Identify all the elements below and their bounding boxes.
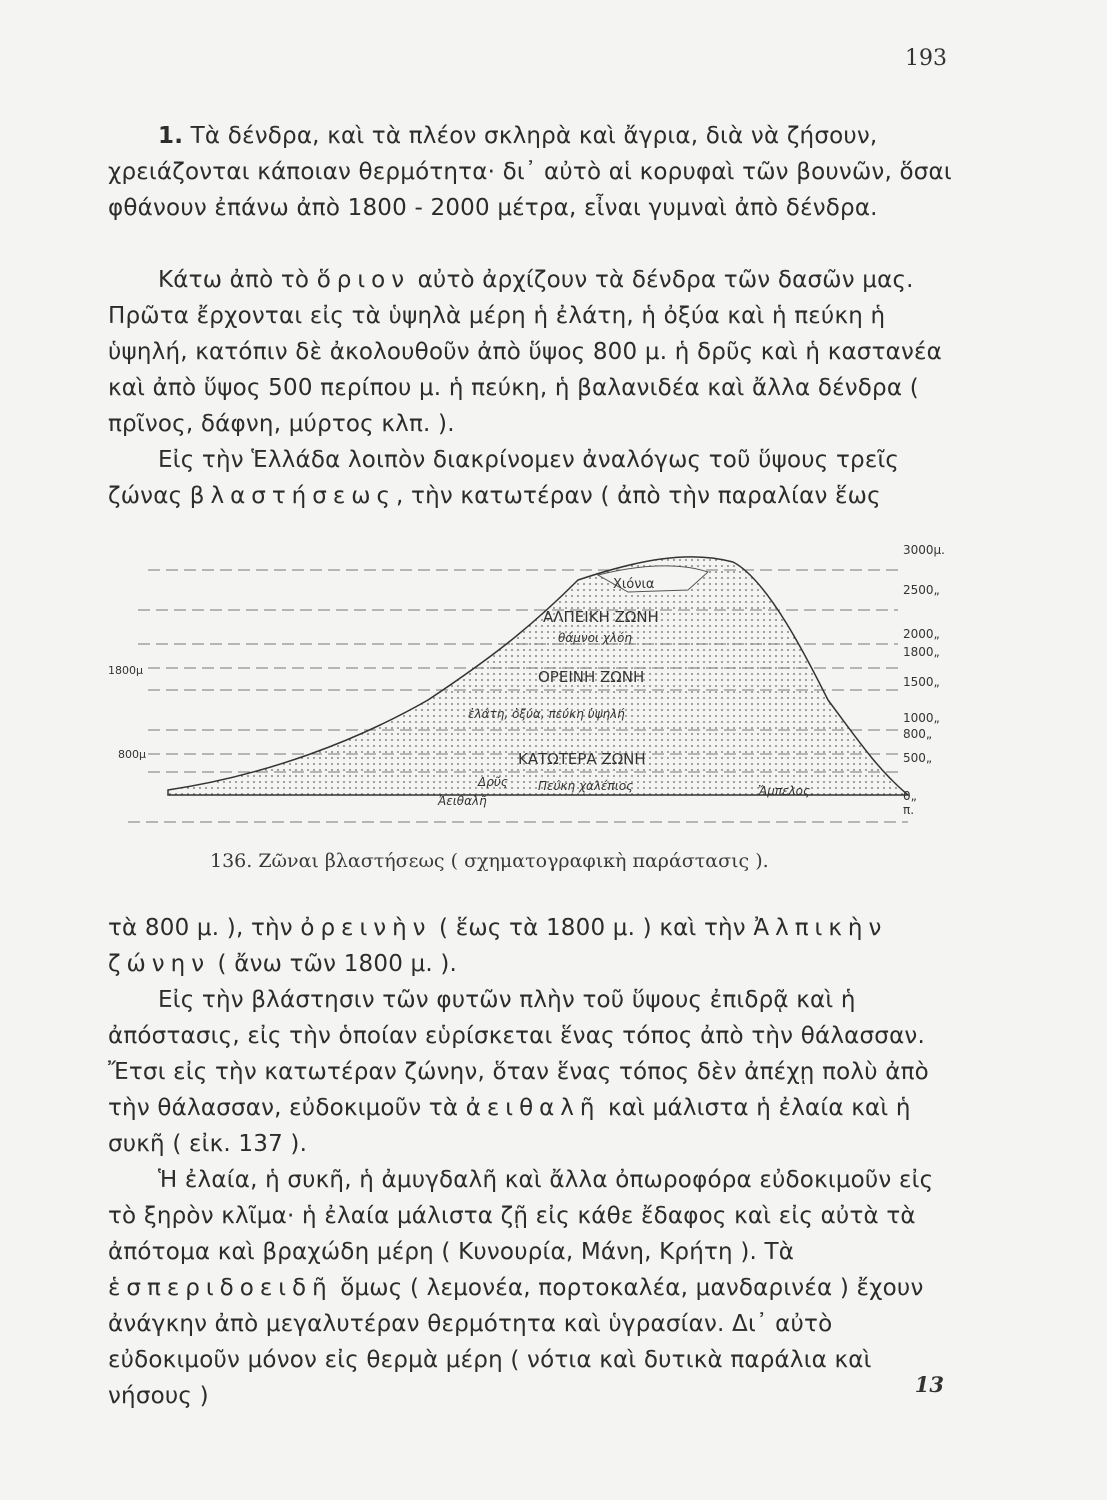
paragraph-1 — [108, 118, 958, 226]
figure-svg — [108, 540, 968, 840]
paragraph-2 — [108, 262, 958, 442]
level-label: 3000μ. — [903, 543, 945, 557]
right-level-labels — [903, 543, 945, 817]
emphasis-spaced: ἀειθαλῆ — [465, 1095, 601, 1121]
mountain-plants-label: ἐλάτη, ὀξύα, πεύκη ὑψηλή — [468, 707, 625, 721]
lower-plants-label: Δρῦς — [478, 775, 508, 789]
text-run: Εἰς τὴν βλάστησιν τῶν φυτῶν πλὴν τοῦ ὕψους ἐπιδρᾷ καὶ ἡ ἀπόστασις, εἰς τὴν ὁποίαν εὑρίσκεται ἕνας τόπος ἀπὸ τὴν θάλασσαν. Ἔτσι εἰς τὴν κατωτέραν ζώνην, ὅταν ἕνας τόπος δὲν ἀπέχῃ πολὺ ἀπὸ τὴν θάλασσαν, εὐδοκιμοῦν τὰ — [108, 987, 929, 1121]
lower-plants-label: Ἀειθαλῆ — [438, 794, 487, 808]
level-label: 800μ — [118, 748, 146, 761]
paragraph-6 — [108, 1162, 958, 1414]
level-label: 2500„ — [903, 583, 940, 597]
page-number: 193 — [905, 46, 947, 71]
level-label: 800„ — [903, 727, 933, 741]
text-run: Ἡ ἐλαία, ἡ συκῆ, ἡ ἀμυγδαλῆ καὶ ἄλλα ὀπωροφόρα εὐδοκιμοῦν εἰς τὸ ξηρὸν κλῖμα· ἡ ἐλαία μάλιστα ζῇ εἰς κάθε ἔδαφος καὶ εἰς αὐτὰ τὰ ἀπότομα καὶ βραχώδη μέρη ( Κυνουρία, Μάνη, Κρήτη ). Τὰ — [108, 1167, 934, 1265]
alpine-zone-label: ΑΛΠΕΙΚΗ ΖΩΝΗ — [543, 608, 659, 626]
paragraph-5 — [108, 982, 958, 1162]
level-label: 1800μ — [108, 664, 143, 677]
emphasis-spaced: Ἀλπικὴν ζώνην — [108, 915, 888, 977]
level-label: 1000„ — [903, 711, 940, 725]
emphasis-spaced: ὀρεινὴν — [300, 915, 432, 941]
emphasis-spaced: ὅριον — [316, 267, 411, 293]
figure-caption: 136. Ζῶναι βλαστήσεως ( σχηματογραφικὴ παράστασις ). — [210, 850, 769, 872]
text-run: ὅμως ( λεμονέα, πορτοκαλέα, μανδαρινέα ) ἔχουν ἀνάγκην ἀπὸ μεγαλυτέραν θερμότητα καὶ ὑγρασίαν. Δι᾽ αὐτὸ εὐδοκιμοῦν μόνον εἰς θερμὰ μέρη ( νότια καὶ δυτικὰ παράλια καὶ νήσους ) — [108, 1275, 924, 1409]
paragraph-number: 1. — [158, 123, 184, 149]
level-label: 2000„ — [903, 627, 940, 641]
text-run: τὰ 800 μ. ), τὴν — [108, 915, 301, 941]
paragraph-text: Τὰ δένδρα, καὶ τὰ πλέον σκληρὰ καὶ ἄγρια, διὰ νὰ ζήσουν, χρειάζονται κάποιαν θερμότητα· δι᾽ αὐτὸ αἱ κορυφαὶ τῶν βουνῶν, ὅσαι φθάνουν ἐπάνω ἀπὸ 1800 - 2000 μέτρα, εἶναι γυμναὶ ἀπὸ δένδρα. — [108, 123, 952, 221]
emphasis-spaced: ἑσπεριδοειδῆ — [108, 1275, 333, 1301]
level-label: π. — [903, 803, 915, 817]
lower-plants-label: Ἄμπελος. — [758, 784, 814, 798]
paragraph-3 — [108, 442, 958, 514]
text-run: αὐτὸ ἀρχίζουν τὰ δένδρα τῶν δασῶν μας. Πρῶτα ἔρχονται εἰς τὰ ὑψηλὰ μέρη ἡ ἐλάτη, ἡ ὀξύα καὶ ἡ πεύκη ἡ ὑψηλή, κατόπιν δὲ ἀκολουθοῦν ἀπὸ ὕψος 800 μ. ἡ δρῦς καὶ ἡ καστανέα καὶ ἀπὸ ὕψος 500 περίπου μ. ἡ πεύκη, ἡ βαλανιδέα καὶ ἄλλα δένδρα ( πρῖνος, δάφνη, μύρτος κλπ. ). — [108, 267, 943, 437]
lower-zone-label: ΚΑΤΩΤΕΡΑ ΖΩΝΗ — [518, 750, 646, 768]
left-level-labels — [108, 664, 146, 761]
text-run: ( ἕως τὰ 1800 μ. ) καὶ τὴν — [431, 915, 754, 941]
level-label: 0„ — [903, 789, 917, 803]
mountain-zone-label: ΟΡΕΙΝΗ ΖΩΝΗ — [538, 668, 645, 686]
peak-label: Χιόνια — [613, 577, 655, 592]
level-label: 1500„ — [903, 675, 940, 689]
paragraph-4 — [108, 910, 958, 982]
vegetation-zones-figure — [108, 540, 968, 840]
level-label: 1800„ — [903, 645, 940, 659]
text-run: Κάτω ἀπὸ τὸ — [158, 267, 317, 293]
alpine-plants-label: θάμνοι χλόη — [558, 631, 632, 645]
emphasis-spaced: βλαστήσεως — [189, 483, 397, 509]
text-run: καὶ μάλιστα ἡ ἐλαία καὶ ἡ συκῆ ( εἰκ. 137 ). — [108, 1095, 911, 1157]
lower-plants-label: Πεύκη χαλέπιος — [538, 779, 634, 793]
text-run: , τὴν κατωτέραν ( ἀπὸ τὴν παραλίαν ἕως — [396, 483, 881, 509]
text-run: Εἰς τὴν Ἑλλάδα λοιπὸν διακρίνομεν ἀναλόγως τοῦ ὕψους τρεῖς ζώνας — [108, 447, 900, 509]
signature-mark: 13 — [914, 1372, 944, 1397]
level-label: 500„ — [903, 751, 933, 765]
text-run: ( ἄνω τῶν 1800 μ. ). — [210, 951, 458, 977]
